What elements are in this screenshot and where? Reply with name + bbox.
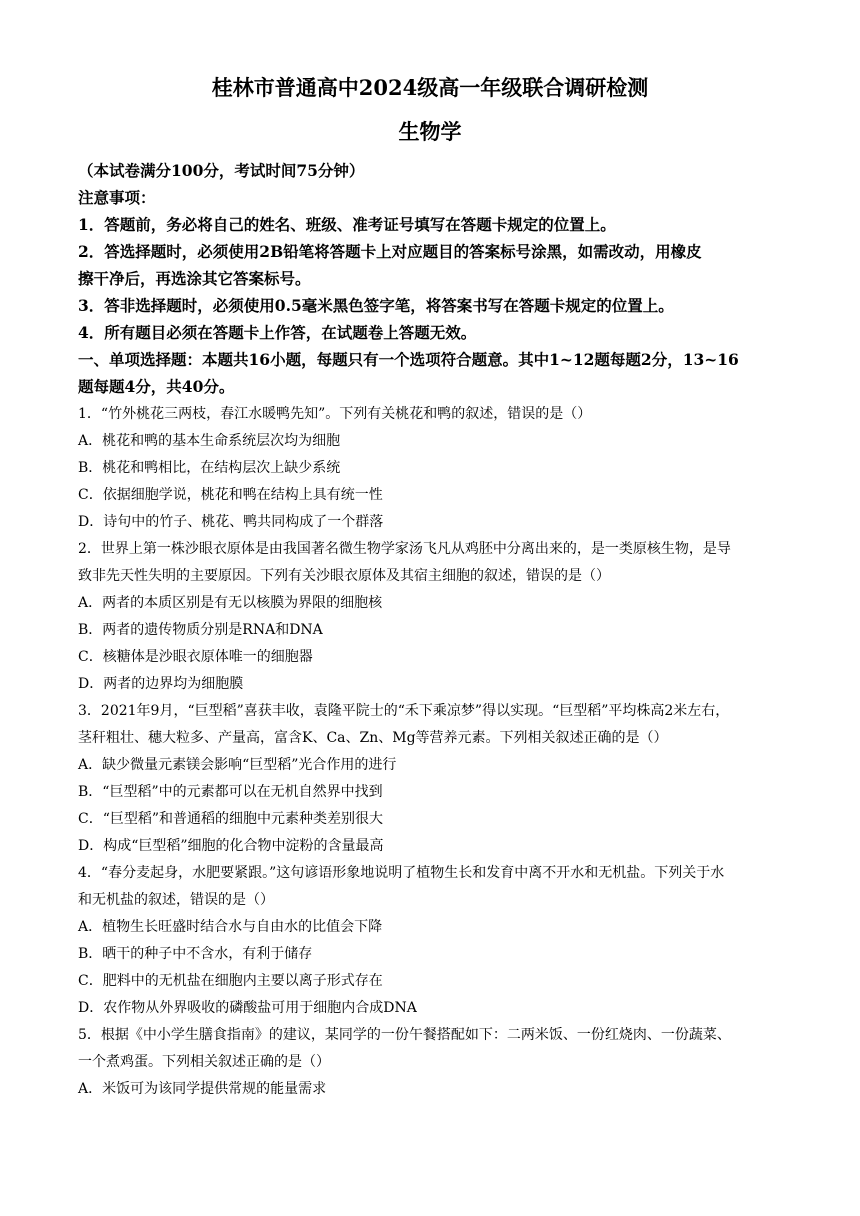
question-stem: 和无机盐的叙述，错误的是（） [78, 892, 274, 908]
question-stem: 5．根据《中小学生膳食指南》的建议，某同学的一份午餐搭配如下：二两米饭、一份红烧肉、一份蔬菜、 [78, 1027, 731, 1043]
notes-item: 3．答非选择题时，必须使用0.5毫米黑色签字笔，将答案书写在答题卡规定的位置上。 [78, 296, 674, 315]
question-option: D．两者的边界均为细胞膜 [78, 676, 244, 692]
notes-item: 2．答选择题时，必须使用2B铅笔将答题卡上对应题目的答案标号涂黑，如需改动，用橡皮 [78, 242, 702, 261]
section-heading: 题每题4分，共40分。 [78, 377, 235, 396]
notes-item: 擦干净后，再选涂其它答案标号。 [78, 269, 311, 288]
question-option: C．“巨型稻”和普通稻的细胞中元素种类差别很大 [78, 811, 384, 827]
question-option: D．诗句中的竹子、桃花、鸭共同构成了一个群落 [78, 514, 384, 530]
question-stem: 致非先天性失明的主要原因。下列有关沙眼衣原体及其宿主细胞的叙述，错误的是（） [78, 568, 610, 584]
question-option: C．依据细胞学说，桃花和鸭在结构上具有统一性 [78, 487, 383, 503]
question-stem: 4．“春分麦起身，水肥要紧跟。”这句谚语形象地说明了植物生长和发育中离不开水和无机盐。下列关于水 [78, 865, 725, 881]
question-option: B．晒干的种子中不含水，有利于储存 [78, 946, 313, 962]
notes-heading: 注意事项： [78, 188, 156, 207]
question-option: D．农作物从外界吸收的磷酸盐可用于细胞内合成DNA [78, 1000, 417, 1016]
question-option: C．肥料中的无机盐在细胞内主要以离子形式存在 [78, 973, 383, 989]
question-stem: 1．“竹外桃花三两枝，春江水暖鸭先知”。下列有关桃花和鸭的叙述，错误的是（） [78, 406, 592, 422]
question-option: A．缺少微量元素镁会影响“巨型稻”光合作用的进行 [78, 757, 397, 773]
question-option: B．“巨型稻”中的元素都可以在无机自然界中找到 [78, 784, 383, 800]
section-heading: 一、单项选择题：本题共16小题，每题只有一个选项符合题意。其中1~12题每题2分，13~16 [78, 350, 739, 369]
question-stem: 一个煮鸡蛋。下列相关叙述正确的是（） [78, 1054, 330, 1070]
exam-title: 桂林市普通高中2024级高一年级联合调研检测 [211, 75, 649, 100]
question-option: A．两者的本质区别是有无以核膜为界限的细胞核 [78, 595, 383, 611]
question-option: C．核糖体是沙眼衣原体唯一的细胞器 [78, 649, 313, 665]
question-stem: 3．2021年9月，“巨型稻”喜获丰收，袁隆平院士的“禾下乘凉梦”得以实现。“巨型稻”平均株高2米左右， [78, 703, 730, 719]
question-stem: 2．世界上第一株沙眼衣原体是由我国著名微生物学家汤飞凡从鸡胚中分离出来的，是一类原核生物，是导 [78, 541, 731, 557]
exam-info: （本试卷满分100分，考试时间75分钟） [78, 161, 365, 180]
notes-item: 1．答题前，务必将自己的姓名、班级、准考证号填写在答题卡规定的位置上。 [78, 215, 616, 234]
question-option: A．植物生长旺盛时结合水与自由水的比值会下降 [78, 919, 383, 935]
question-option: B．桃花和鸭相比，在结构层次上缺少系统 [78, 460, 341, 476]
subject-title: 生物学 [398, 119, 462, 144]
notes-item: 4．所有题目必须在答题卡上作答，在试题卷上答题无效。 [78, 323, 477, 342]
question-option: D．构成“巨型稻”细胞的化合物中淀粉的含量最高 [78, 838, 384, 854]
question-option: A．桃花和鸭的基本生命系统层次均为细胞 [78, 433, 341, 449]
question-stem: 茎秆粗壮、穗大粒多、产量高，富含K、Ca、Zn、Mg等营养元素。下列相关叙述正确的是（） [78, 730, 668, 746]
question-option: B．两者的遗传物质分别是RNA和DNA [78, 622, 323, 638]
question-option: A．米饭可为该同学提供常规的能量需求 [78, 1081, 327, 1097]
